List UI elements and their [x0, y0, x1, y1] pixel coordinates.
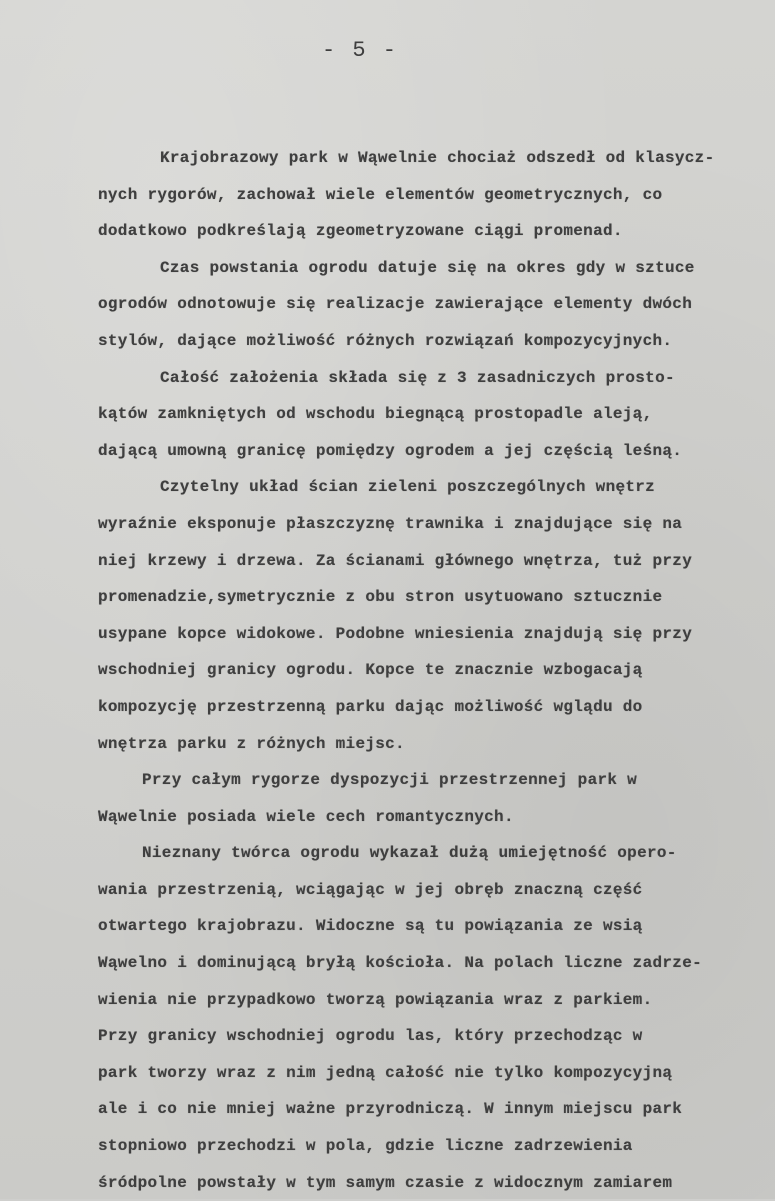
- text-line: Czas powstania ogrodu datuje się na okres gdy w sztuce: [160, 258, 695, 277]
- text-line: ogrodów odnotowuje się realizacje zawierające elementy dwóch: [98, 295, 693, 314]
- text-line: ale i co nie mniej ważne przyrodniczą. W innym miejscu park: [98, 1100, 683, 1119]
- body-text: [98, 140, 768, 1201]
- text-line: Wąwelnie posiada wiele cech romantycznych.: [98, 807, 514, 826]
- text-line: otwartego krajobrazu. Widoczne są tu powiązania ze wsią: [98, 917, 643, 936]
- text-line: wnętrza parku z różnych miejsc.: [98, 734, 405, 753]
- text-line: wienia nie przypadkowo tworzą powiązania wraz z parkiem.: [98, 990, 653, 1009]
- text-line: śródpolne powstały w tym samym czasie z widocznym zamiarem: [98, 1173, 673, 1192]
- text-line: wyraźnie eksponuje płaszczyznę trawnika i znajdujące się na: [98, 514, 683, 533]
- text-line: kompozycję przestrzenną parku dając możliwość wglądu do: [98, 697, 643, 716]
- text-line: Przy całym rygorze dyspozycji przestrzennej park w: [142, 771, 638, 790]
- text-line: Krajobrazowy park w Wąwelnie chociaż odszedł od klasycz-: [160, 149, 715, 167]
- text-line: Przy granicy wschodniej ogrodu las, który przechodząc w: [98, 1027, 643, 1046]
- text-line: wschodniej granicy ogrodu. Kopce te znacznie wzbogacają: [98, 661, 643, 680]
- text-line: dodatkowo podkreślają zgeometryzowane ciągi promenad.: [98, 222, 623, 241]
- text-line: Całość założenia składa się z 3 zasadniczych prosto-: [160, 368, 675, 387]
- text-line: Wąwelno i dominującą bryłą kościoła. Na polach liczne zadrze-: [98, 954, 702, 973]
- page-number: - 5 -: [321, 38, 398, 63]
- text-line: stylów, dające możliwość różnych rozwiązań kompozycyjnych.: [98, 331, 673, 350]
- text-line: promenadzie,symetrycznie z obu stron usytuowano sztucznie: [98, 588, 663, 607]
- text-line: dającą umowną granicę pomiędzy ogrodem a jej częścią leśną.: [98, 441, 683, 460]
- text-line: Czytelny układ ścian zieleni poszczególnych wnętrz: [160, 478, 656, 497]
- text-line: usypane kopce widokowe. Podobne wniesienia znajdują się przy: [98, 624, 693, 643]
- text-line: niej krzewy i drzewa. Za ścianami głównego wnętrza, tuż przy: [98, 551, 693, 570]
- text-line: stopniowo przechodzi w pola, gdzie liczne zadrzewienia: [98, 1137, 633, 1156]
- text-line: nych rygorów, zachował wiele elementów geometrycznych, co: [98, 185, 663, 204]
- text-line: Nieznany twórca ogrodu wykazał dużą umiejętność opero-: [142, 844, 677, 863]
- text-line: park tworzy wraz z nim jedną całość nie tylko kompozycyjną: [98, 1063, 673, 1082]
- text-line: wania przestrzenią, wciągając w jej obręb znaczną część: [98, 880, 643, 899]
- text-line: kątów zamkniętych od wschodu biegnącą prostopadle aleją,: [98, 405, 653, 424]
